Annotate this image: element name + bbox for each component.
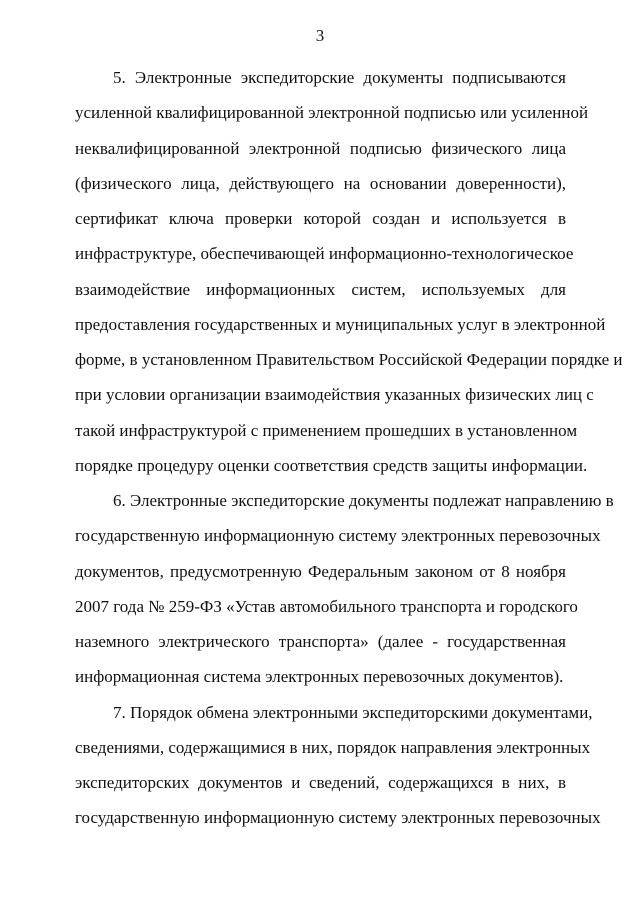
text-line: неквалифицированной электронной подписью физического лица [75, 138, 566, 158]
text-line: сертификат ключа проверки которой создан и используется в [75, 209, 566, 228]
text-line: усиленной квалифицированной электронной подписью или усиленной [75, 103, 589, 123]
text-line: государственную информационную систему электронных перевозочных [75, 808, 601, 828]
text-line: порядке процедуру оценки соответствия средств защиты информации. [75, 455, 588, 475]
text-line: (физического лица, действующего на основании доверенности), [75, 173, 566, 193]
text-line: форме, в установленном Правительством Российской Федерации порядке и [75, 350, 623, 369]
page-number: 3 [315, 26, 325, 45]
text-line: 2007 года № 259-ФЗ «Устав автомобильного транспорта и городского [75, 596, 578, 616]
text-line: государственную информационную систему электронных перевозочных [75, 526, 601, 546]
text-line: инфраструктуре, обеспечивающей информационно-технологическое [75, 244, 574, 264]
text-line: 7. Порядок обмена электронными экспедиторскими документами, [113, 702, 593, 722]
text-line: документов, предусмотренную Федеральным законом от 8 ноября [75, 561, 566, 581]
text-line: информационная система электронных перевозочных документов). [75, 667, 564, 687]
text-line: сведениями, содержащимися в них, порядок направления электронных [75, 737, 591, 757]
text-line: предоставления государственных и муниципальных услуг в электронной [75, 314, 606, 334]
text-line: при условии организации взаимодействия указанных физических лиц с [75, 385, 594, 405]
text-line: 6. Электронные экспедиторские документы подлежат направлению в [113, 491, 614, 510]
text-line: такой инфраструктурой с применением прошедших в установленном [75, 420, 578, 440]
text-line: 5. Электронные экспедиторские документы подписываются [113, 68, 566, 87]
text-line: взаимодействие информационных систем, используемых для [75, 279, 566, 299]
text-line: наземного электрического транспорта» (далее - государственная [75, 632, 566, 651]
text-line: экспедиторских документов и сведений, содержащихся в них, в [75, 773, 566, 792]
